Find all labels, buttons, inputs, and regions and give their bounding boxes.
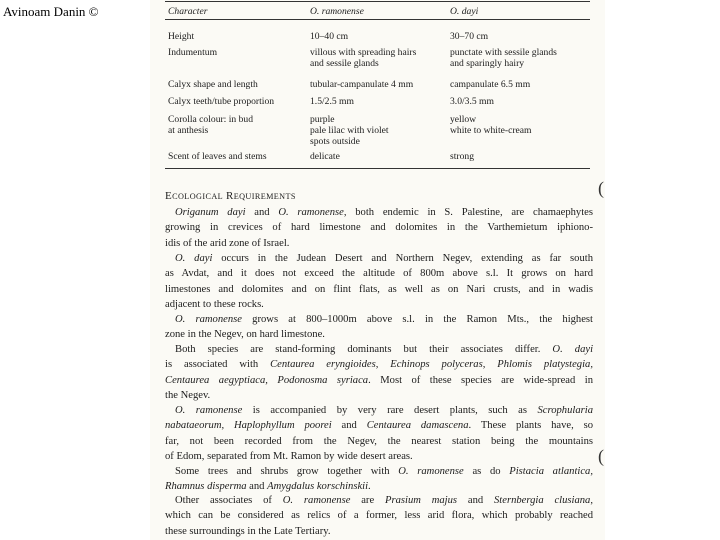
text-line: O. ramonense grows at 800–1000m above s.l. in the Ramon Mts., the highest (175, 314, 593, 325)
table-header-cell: Character (168, 6, 208, 17)
table-cell: Corolla colour: in bud (168, 114, 253, 125)
text-line: Centaurea aegyptiaca, Podonosma syriaca. Most of these species are wide-spread in (165, 374, 593, 386)
table-cell: Calyx teeth/tube proportion (168, 96, 275, 107)
table-cell: tubular-campanulate 4 mm (310, 79, 414, 90)
table-cell: Calyx shape and length (168, 79, 258, 90)
table-cell: delicate (310, 151, 340, 162)
table-header-rule (165, 19, 590, 20)
table-cell: yellow (450, 114, 477, 125)
text-line: idis of the arid zone of Israel. (165, 237, 290, 249)
text-line: of Edom, separated from Mt. Ramon by wide desert areas. (165, 451, 413, 463)
paragraph (165, 205, 593, 251)
table-cell: Height (168, 31, 195, 42)
table-cell: 1.5/2.5 mm (310, 96, 354, 107)
page-edge-mark: ( (598, 446, 604, 466)
table-cell: pale lilac with violet (310, 125, 389, 137)
table-cell: punctate with sessile glands (450, 47, 557, 58)
table-cell: and sparingly hairy (450, 58, 525, 70)
text-line: Some trees and shrubs grow together with O. ramonense as do Pistacia atlantica, (175, 466, 593, 477)
table-cell: purple (310, 114, 335, 125)
text-line: zone in the Negev, on hard limestone. (165, 329, 325, 341)
text-line: far, not been recorded from the Negev, the nearest station being the mountains (165, 435, 593, 447)
text-line: Origanum dayi and O. ramonense, both endemic in S. Palestine, are chamaephytes (175, 207, 594, 218)
table-cell: 3.0/3.5 mm (450, 96, 494, 107)
paragraph (165, 251, 593, 313)
table-cell: spots outside (310, 136, 360, 148)
paragraph (165, 403, 593, 465)
text-line: Other associates of O. ramonense are Prasium majus and Sternbergia clusiana, (175, 495, 594, 506)
text-line: Rhamnus disperma and Amygdalus korschinskii. (165, 481, 371, 493)
text-line: O. ramonense is accompanied by very rare desert plants, such as Scrophularia (175, 405, 593, 416)
table-cell: at anthesis (168, 125, 209, 137)
text-line: O. dayi occurs in the Judean Desert and Northern Negev, extending as far south (175, 253, 594, 264)
table-cell: and sessile glands (310, 58, 379, 70)
text-line: adjacent to these rocks. (165, 299, 264, 311)
text-line: the Negev. (165, 390, 211, 402)
table-top-rule (165, 1, 590, 2)
paragraph (165, 493, 593, 539)
table-bottom-rule (165, 168, 590, 169)
paragraph (165, 342, 593, 404)
text-line: which can be considered as relics of a former, less arid flora, which probably reached (165, 510, 593, 522)
section-heading: ECOLOGICAL REQUIREMENTS (165, 190, 296, 202)
table-cell: 30–70 cm (450, 31, 489, 42)
table-cell: strong (450, 151, 474, 162)
text-line: limestones and dolomites and on flint flats, as well as on Nari crusts, and in wadis (165, 283, 593, 295)
table-header-cell: O. dayi (450, 6, 479, 17)
text-line: as Avdat, and it does not exceed the altitude of 800m above s.l. It grows on hard (165, 268, 593, 280)
page-edge-mark: ( (598, 178, 604, 198)
text-line: Both species are stand-forming dominants but their associates differ. O. dayi (175, 344, 594, 355)
table-cell: 10–40 cm (310, 31, 349, 42)
text-line: is associated with Centaurea eryngioides, Echinops polyceras, Phlomis platystegia, (165, 359, 593, 371)
text-line: these surroundings in the Late Tertiary. (165, 525, 331, 537)
photo-credit: Avinoam Danin © (3, 4, 99, 19)
paragraph (165, 464, 593, 495)
table-header-cell: O. ramonense (310, 6, 364, 17)
text-line: nabataeorum, Haplophyllum poorei and Centaurea damascena. These plants have, so (165, 420, 594, 432)
table-cell: Scent of leaves and stems (168, 151, 267, 162)
text-line: growing in crevices of hard limestone and dolomites in the Varthemietum iphiono- (165, 222, 593, 234)
paragraph (165, 312, 593, 343)
table-cell: Indumentum (168, 47, 218, 58)
table-cell: villous with spreading hairs (310, 47, 417, 58)
table-cell: campanulate 6.5 mm (450, 79, 531, 90)
table-cell: white to white-cream (450, 125, 532, 137)
